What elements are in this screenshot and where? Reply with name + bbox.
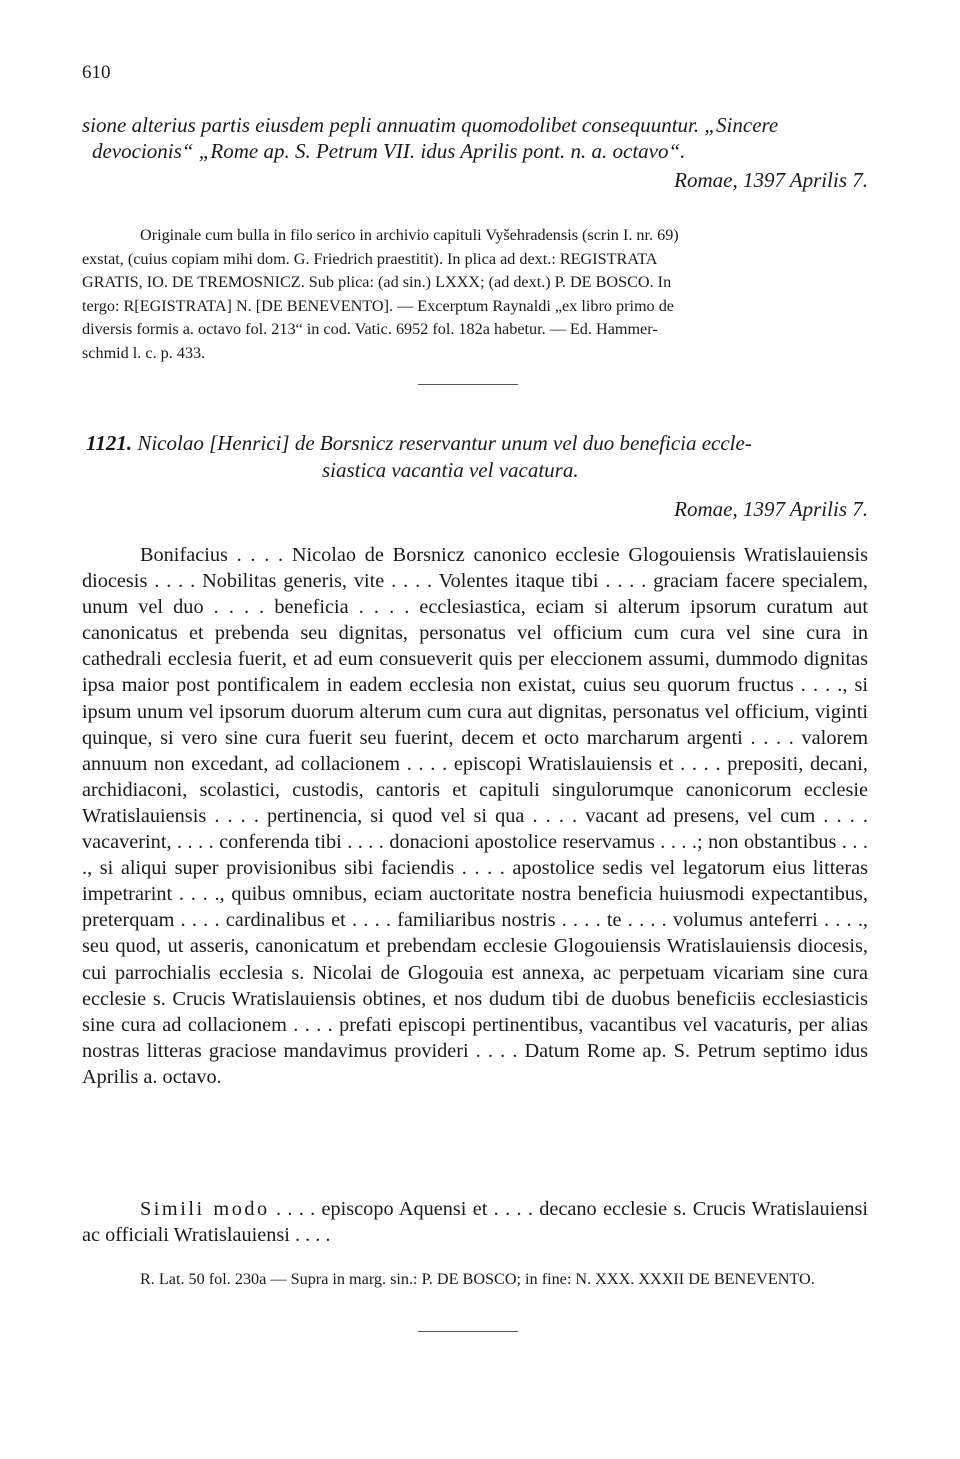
simili-lead: Simili modo [140,1198,270,1220]
simili-rest: . . . . episcopo Aquensi et . . . . decano ecclesie s. Crucis Wratislauiensi ac officiali Wratislauiensi . . . . [82,1198,868,1247]
page-number: 610 [82,62,111,83]
notes-line-3: GRATIS, IO. DE TREMOSNICZ. Sub plica: (ad sin.) LXXX; (ad dext.) P. DE BOSCO. In [82,273,672,291]
entry-dateline: Romae, 1397 Aprilis 7. [674,497,868,521]
body-paragraph: Bonifacius . . . . Nicolao de Borsnicz canonico ecclesie Glogouiensis Wratislauiensis diocesis . . . . Nobilitas generis, vite . . . . Volentes itaque tibi . . . . graciam facere specialem, unum vel duo . . . . beneficia . . . . ecclesiastica, eciam si alterum ipsorum curatum aut canonicatus et prebenda seu dignitas, personatus vel officium cum cura vel sine cura in cathedrali ecclesia fuerit, et ad eum consueverit quis per eleccionem assumi, dummodo dignitas ipsa maior post pontificalem in eadem ecclesia non existat, cuius seu quorum fructus . . . ., si ipsum unum vel ipsorum duorum alterum cum cura aut dignitas, personatus vel officium, viginti quinque, si vero sine cura fuerit seu fuerint, decem et octo marcharum argenti . . . . valorem annuum non excedant, ad collacionem . . . . episcopi Wratislauiensis et . . . . prepositi, decani, archidiaconi, scolastici, custodis, cantoris et capituli singulorumque canonicorum ecclesie Wratislauiensis . . . . pertinencia, si quod vel si qua . . . . vacant ad presens, vel cum . . . . vacaverint, . . . . conferenda tibi . . . . donacioni apostolice reservamus . . . .; non obstantibus . . . ., si aliqui super provisionibus sibi faciendis . . . . apostolice sedis vel legatorum eius litteras impetrarint . . . ., quibus omnibus, eciam auctoritate nostra beneficia huiusmodi expectantibus, preterquam . . . . cardinalibus et . . . . familiaribus nostris . . . . te . . . . volumus anteferri . . . ., seu quod, ut asseris, canonicatum et prebendam ecclesie Glogouiensis Wratislauiensis diocesis, cui parrochialis ecclesia s. Nicolai de Glogouia est annexa, ac perpetuam vicariam sine cura ecclesie s. Crucis Wratislauiensis obtines, et nos dudum tibi de duobus beneficiis ecclesiasticis sine cura ad collacionem . . . . prefati episcopi pertinentibus, vacantibus vel vacaturis, per alias nostras litteras graciose mandavimus provideri . . . . Datum Rome ap. S. Petrum septimo idus Aprilis a. octavo. [82,544,868,1088]
end-divider [418,1331,518,1332]
notes-line-2: exstat, (cuius copiam mihi dom. G. Friedrich praestitit). In plica ad dext.: REGISTRATA [82,249,658,268]
simili-modo-paragraph [82,1196,868,1248]
notes-line-5: diversis formis a. octavo fol. 213“ in cod. Vatic. 6952 fol. 182a habetur. — Ed. Hammer- [82,320,658,338]
section-divider [418,384,518,385]
previous-entry-dateline: Romae, 1397 Aprilis 7. [674,168,868,192]
entry-title-line-2: siastica vacantia vel vacatura. [322,458,579,482]
archival-notes [82,224,868,365]
document-body [82,542,868,1090]
summary-line-1: sione alterius partis eiusdem pepli annuatim quomodolibet consequuntur. „Sincere [82,113,779,137]
entry-heading [86,430,866,484]
entry-title-line-1: Nicolao [Henrici] de Borsnicz reservantur unum vel duo beneficia eccle- [137,431,752,455]
notes-line-4: tergo: R[EGISTRATA] N. [DE BENEVENTO]. — Excerptum Raynaldi „ex libro primo de [82,296,674,315]
previous-entry-summary [82,112,868,164]
notes-line-1: Originale cum bulla in filo serico in archivio capituli Vyšehradensis (scrin I. nr. 69) [140,226,679,244]
entry-number: 1121. [86,431,133,455]
notes-line-6: schmid l. c. p. 433. [82,343,206,362]
summary-line-2: devocionis“ „Rome ap. S. Petrum VII. idus Aprilis pont. n. a. octavo“. [92,139,686,163]
register-footnote: R. Lat. 50 fol. 230a — Supra in marg. sin.: P. DE BOSCO; in fine: N. XXX. XXXII DE BENEVENTO. [140,1270,815,1288]
